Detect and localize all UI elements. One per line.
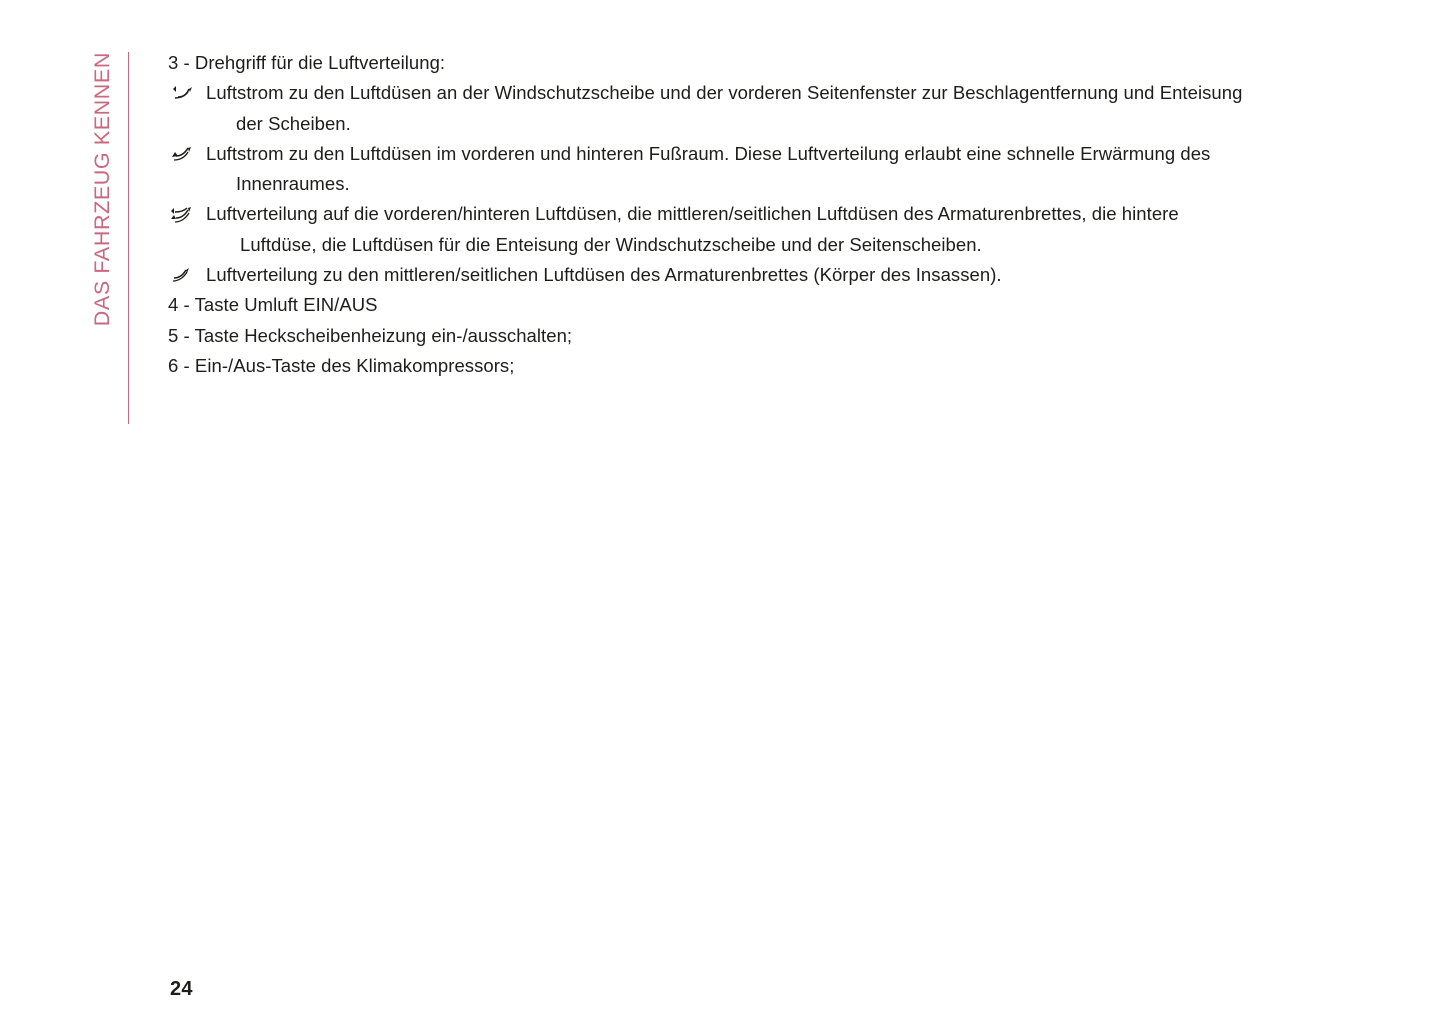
list-item-text: [206, 78, 1333, 139]
list-item-line1: Luftverteilung auf die vorderen/hinteren Luftdüsen, die mittleren/seitlichen Luftdüsen des Armaturenbrettes, die hintere: [206, 203, 1179, 225]
numbered-item-5: 5 - Taste Heckscheibenheizung ein-/ausschalten;: [168, 324, 573, 346]
list-item: [168, 199, 1333, 260]
list-item-line2: Innenraumes.: [236, 173, 350, 195]
list-item: [168, 260, 1333, 290]
list-item-text: [206, 260, 1333, 290]
numbered-item-4: 4 - Taste Umluft EIN/AUS: [168, 294, 378, 316]
section-heading: 3 - Drehgriff für die Luftverteilung:: [168, 52, 446, 73]
list-item-text: [206, 199, 1333, 260]
list-item-line1: Luftverteilung zu den mittleren/seitlichen Luftdüsen des Armaturenbrettes (Körper des Insassen).: [206, 264, 1002, 286]
list-item-line1: Luftstrom zu den Luftdüsen im vorderen und hinteren Fußraum. Diese Luftverteilung erlaubt eine schnelle Erwärmung des: [206, 142, 1211, 164]
defrost-windshield-icon: [168, 78, 206, 104]
chapter-tab-label: DAS FAHRZEUG KENNEN: [90, 52, 114, 327]
list-item-line2: Luftdüse, die Luftdüsen für die Enteisung der Windschutzscheibe und der Seitenscheiben.: [240, 233, 982, 255]
footwell-airflow-icon: [168, 139, 206, 165]
face-airflow-icon: [168, 260, 206, 286]
list-item-text: [206, 139, 1333, 200]
list-item: [168, 78, 1333, 139]
list-item-line1: Luftstrom zu den Luftdüsen an der Windschutzscheibe und der vorderen Seitenfenster zur Beschlagentfernung und Enteisung: [206, 82, 1243, 104]
list-item: [168, 139, 1333, 200]
page-number: 24: [170, 978, 193, 1000]
numbered-item-6: 6 - Ein-/Aus-Taste des Klimakompressors;: [168, 354, 515, 376]
combined-airflow-icon: [168, 199, 206, 227]
page-content: [168, 48, 1333, 381]
list-item-line2: der Scheiben.: [236, 112, 351, 134]
chapter-tab: [92, 52, 129, 424]
chapter-tab-divider: [128, 52, 129, 424]
